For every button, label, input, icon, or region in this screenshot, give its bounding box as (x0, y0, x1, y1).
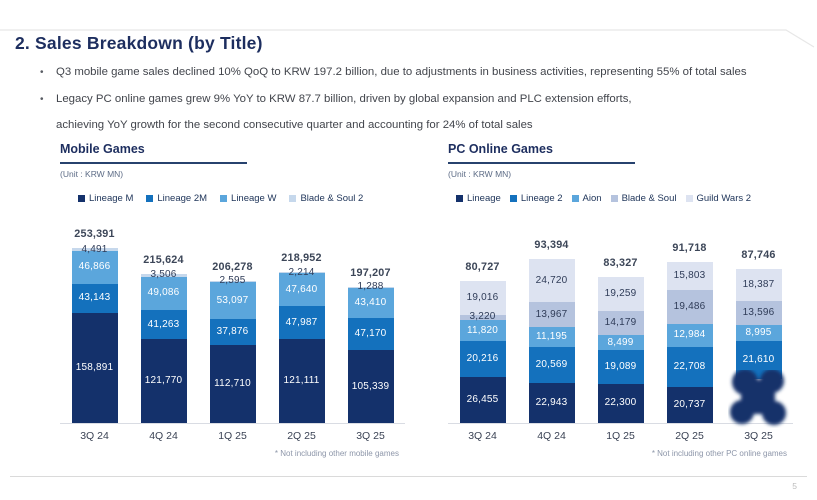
bar-total-label: 93,394 (534, 239, 569, 252)
legend-label: Aion (582, 193, 602, 204)
legend-label: Lineage 2 (520, 193, 563, 204)
legend-swatch-icon (78, 195, 85, 202)
segment-value-label: 20,737 (673, 398, 706, 410)
legend-item-lineage-2 (510, 193, 563, 204)
segment-value-label: 37,876 (216, 326, 249, 338)
legend-swatch-icon (456, 195, 463, 202)
legend-item-lineage-w (220, 193, 276, 204)
segment-value-label: 19,016 (466, 291, 499, 303)
bar-segment-aion (529, 327, 575, 347)
bar-column-1q-25 (586, 257, 655, 423)
segment-value-label: 46,866 (78, 261, 111, 273)
bar-column-4q-24 (517, 239, 586, 423)
bar-stack (667, 262, 713, 423)
segment-value-label: 20,216 (466, 352, 499, 364)
segment-value-label: 11,195 (535, 330, 568, 342)
segment-value-label: 22,943 (535, 396, 568, 408)
bullet-text: Legacy PC online games grew 9% YoY to KRW 87.7 billion, driven by global expansion and PLC extension efforts, (56, 92, 632, 105)
bar-column-3q-24 (60, 228, 129, 423)
bar-segment-lineage-2 (529, 347, 575, 383)
bar-column-2q-25 (267, 252, 336, 423)
bar-total-label: 206,278 (212, 260, 253, 273)
segment-value-label: 121,770 (144, 374, 183, 386)
legend-item-lineage-m (78, 193, 133, 204)
bar-stack (529, 259, 575, 423)
bar-column-3q-24 (448, 261, 517, 423)
bar-segment-lineage-obscured (736, 379, 782, 423)
segment-value-label: 21,610 (742, 353, 775, 365)
segment-value-label: 47,640 (285, 283, 318, 295)
legend-label: Lineage M (89, 193, 134, 204)
segment-value-label: 43,410 (354, 296, 387, 308)
segment-value-label: 8,499 (607, 336, 634, 348)
bar-stack (279, 266, 325, 423)
unit-label: (Unit : KRW MN) (448, 169, 512, 179)
legend (456, 193, 793, 204)
bar-total-label: 91,718 (672, 241, 707, 254)
segment-value-label: 20,569 (535, 358, 568, 370)
plot-area (448, 204, 793, 424)
bar-stack (348, 281, 394, 423)
segment-value-label: 3,220 (469, 311, 496, 323)
segment-value-label: 158,891 (75, 362, 114, 374)
smudge-blob (728, 370, 790, 428)
legend-label: Blade & Soul 2 (300, 193, 364, 204)
bar-total-label: 80,727 (465, 261, 500, 274)
chart-footnote: * Not including other PC online games (651, 449, 787, 458)
unit-label: (Unit : KRW MN) (60, 169, 124, 179)
legend (78, 193, 405, 204)
bar-stack (72, 243, 118, 423)
segment-value-label: 2,214 (288, 266, 315, 278)
bullet-pc-sales (40, 92, 802, 133)
segment-value-label: 1,288 (357, 281, 384, 293)
segment-value-label: 19,089 (604, 361, 637, 373)
segment-value-label: 43,143 (78, 292, 111, 304)
bar-segment-aion (667, 324, 713, 347)
bar-stack (141, 269, 187, 423)
x-axis-label: 3Q 25 (744, 430, 773, 442)
segment-value-label: 13,596 (742, 307, 775, 319)
legend-swatch-icon (289, 195, 296, 202)
category-axis (60, 430, 405, 442)
segment-value-label: 24,720 (535, 274, 568, 286)
bar-segment-lineage-2 (460, 341, 506, 377)
segment-value-label: 3,506 (150, 269, 177, 281)
bar-total-label: 197,207 (350, 266, 391, 279)
segment-value-label: 105,339 (351, 380, 390, 392)
x-axis-label: 3Q 24 (468, 430, 497, 442)
chart-footnote: * Not including other mobile games (274, 449, 399, 458)
bar-segment-lineage-2m (279, 306, 325, 339)
bar-segment-lineage-m (72, 313, 118, 423)
bar-segment-lineage-w (141, 277, 187, 311)
bar-column-4q-24 (129, 254, 198, 423)
segment-value-label: 15,803 (673, 269, 706, 281)
bar-column-1q-25 (198, 261, 267, 423)
x-axis-label: 3Q 24 (80, 430, 109, 442)
segment-value-label: 11,820 (466, 324, 499, 336)
legend-swatch-icon (510, 195, 517, 202)
category-axis (448, 430, 793, 442)
bar-segment-blade-soul (667, 290, 713, 324)
chart-title: PC Online Games (448, 142, 635, 164)
segment-value-label: 2,595 (219, 275, 246, 287)
segment-value-label: 22,708 (673, 360, 706, 372)
segment-value-label: 53,097 (216, 294, 249, 306)
mobile-games-chart (60, 142, 405, 458)
bullet-text: achieving YoY growth for the second consecutive quarter and accounting for 24% of total sales (56, 118, 533, 131)
segment-value-label: 112,710 (214, 378, 251, 390)
legend-label: Lineage (467, 193, 501, 204)
segment-value-label: 4,491 (81, 243, 108, 255)
bar-segment-guild-wars-2 (529, 259, 575, 302)
bar-stack (598, 277, 644, 423)
bar-stack (210, 275, 256, 423)
bar-segment-guild-wars-2 (667, 262, 713, 290)
segment-value-label: 49,086 (147, 287, 180, 299)
legend-swatch-icon (686, 195, 693, 202)
segment-value-label: 22,300 (604, 397, 637, 409)
legend-swatch-icon (611, 195, 618, 202)
segment-value-label: 41,263 (147, 318, 180, 330)
bar-segment-lineage-2m (72, 284, 118, 314)
bar-segment-lineage-2 (667, 347, 713, 387)
legend-item-blade-soul (611, 193, 677, 204)
bar-segment-lineage-w (210, 282, 256, 319)
segment-value-label: 26,455 (466, 393, 499, 405)
legend-swatch-icon (146, 195, 153, 202)
pc-online-games-chart (448, 142, 793, 458)
bar-segment-blade-soul (529, 302, 575, 327)
segment-value-label: 19,486 (673, 300, 706, 312)
legend-swatch-icon (572, 195, 579, 202)
legend-item-aion (572, 193, 602, 204)
legend-item-blade-soul-2 (289, 193, 363, 204)
legend-item-lineage-2m (146, 193, 207, 204)
segment-value-label: 8,995 (745, 327, 772, 339)
segment-value-label: 47,170 (354, 327, 387, 339)
page-title: 2. Sales Breakdown (by Title) (15, 33, 263, 53)
bullet-text: Q3 mobile game sales declined 10% QoQ to KRW 197.2 billion, due to adjustments in business activities, representing 55% of total sales (56, 66, 747, 78)
bar-segment-lineage (667, 387, 713, 423)
segment-value-label: 121,111 (283, 375, 320, 387)
bar-segment-lineage (460, 377, 506, 424)
bar-total-label: 253,391 (74, 228, 115, 241)
bar-segment-blade-soul (598, 311, 644, 336)
bar-segment-guild-wars-2 (460, 281, 506, 314)
bar-segment-lineage-m (141, 339, 187, 423)
segment-value-label: 47,987 (285, 316, 318, 328)
bar-total-label: 215,624 (143, 254, 184, 267)
legend-label: Lineage W (231, 193, 277, 204)
plot-area (60, 204, 405, 424)
chart-title: Mobile Games (60, 142, 247, 164)
page-number: 5 (792, 481, 797, 491)
segment-value-label: 19,259 (604, 287, 637, 299)
bar-segment-lineage-2 (598, 350, 644, 384)
legend-item-lineage (456, 193, 501, 204)
legend-label: Blade & Soul (621, 193, 677, 204)
bar-segment-lineage-m (348, 350, 394, 423)
bar-column-3q-25 (336, 267, 405, 423)
bar-segment-lineage-2m (210, 319, 256, 345)
x-axis-label: 1Q 25 (606, 430, 635, 442)
bullet-mobile-sales (40, 65, 802, 80)
bar-segment-lineage-m (279, 339, 325, 423)
legend-item-guild-wars-2 (686, 193, 752, 204)
bar-segment-aion (598, 335, 644, 350)
bar-total-label: 87,746 (741, 248, 776, 261)
summary-bullets (40, 65, 802, 144)
segment-value-label: 14,179 (604, 316, 637, 328)
bar-segment-lineage-2m (141, 310, 187, 339)
bar-segment-lineage-m (210, 345, 256, 423)
x-axis-label: 4Q 24 (149, 430, 178, 442)
legend-swatch-icon (220, 195, 227, 202)
bottom-divider (10, 476, 807, 477)
legend-label: Lineage 2M (157, 193, 208, 204)
segment-value-label: 13,967 (535, 308, 568, 320)
bullet-dot: • (40, 93, 44, 105)
bar-column-2q-25 (655, 242, 724, 423)
bar-total-label: 83,327 (603, 256, 638, 269)
bar-segment-lineage-2m (348, 318, 394, 351)
bar-segment-guild-wars-2 (736, 269, 782, 301)
bar-total-label: 218,952 (281, 251, 322, 264)
bar-stack (460, 281, 506, 423)
bar-segment-blade-soul (736, 301, 782, 325)
bar-segment-lineage-w (72, 251, 118, 283)
x-axis-label: 2Q 25 (287, 430, 316, 442)
x-axis-label: 3Q 25 (356, 430, 385, 442)
bar-segment-aion (736, 325, 782, 341)
bullet-dot: • (40, 67, 44, 78)
bar-stack (736, 269, 782, 423)
legend-label: Guild Wars 2 (696, 193, 752, 204)
x-axis-label: 4Q 24 (537, 430, 566, 442)
bar-column-3q-25 (724, 249, 793, 423)
x-axis-label: 2Q 25 (675, 430, 704, 442)
segment-value-label: 18,387 (742, 279, 775, 291)
bar-segment-lineage (529, 383, 575, 423)
segment-value-label: 12,984 (673, 329, 706, 341)
x-axis-label: 1Q 25 (218, 430, 247, 442)
bar-segment-lineage (598, 384, 644, 423)
bar-segment-guild-wars-2 (598, 277, 644, 311)
